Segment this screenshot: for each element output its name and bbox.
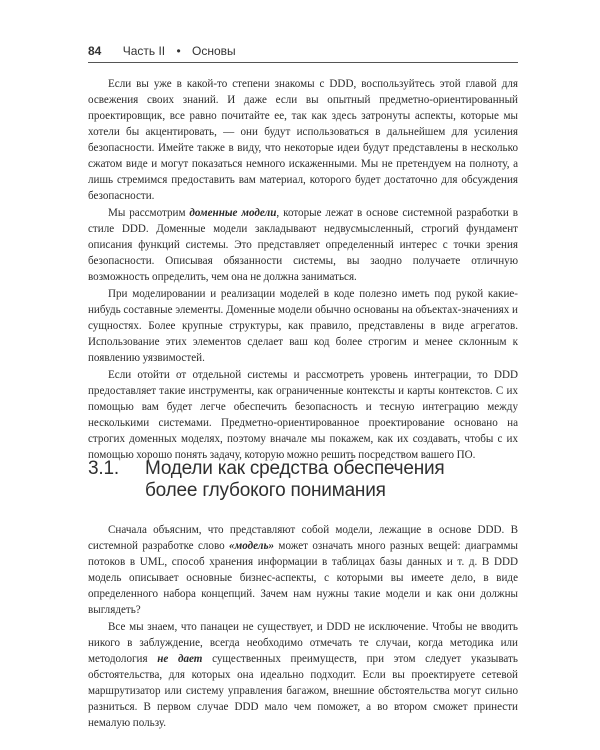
paragraph-5-after: может означать много разных вещей: диаграммы потоков в UML, способ хранения информации в таблицах базы данных и т. д. В DDD модель описывает основные бизнес-аспекты, с которыми вы имеете дело, в виде определенного набора концепций. Зачем нам нужны такие модели и как они должны выглядеть?	[88, 540, 518, 616]
paragraph-5-before: Сначала объясним, что представляют собой модели, лежащие в основе DDD. В системной разработке слово	[88, 524, 518, 552]
paragraph-5	[88, 522, 518, 618]
section-heading	[88, 458, 518, 502]
header-bullet: •	[176, 44, 181, 58]
section-title-line-2: более глубокого понимания	[145, 480, 386, 501]
paragraph-3	[88, 286, 518, 366]
paragraph-6-after: существенных преимуществ, при этом следует указывать обстоятельства, для которых она идеально подходит. Если вы проектируете сетевой маршрутизатор или систему управления багажом, внешние обстоятельства могут сильно разниться. В первом случае DDD мало чем поможет, а во втором сможет принести немалую пользу.	[88, 653, 518, 729]
paragraph-4-text: Если отойти от отдельной системы и рассмотреть уровень интеграции, то DDD предоставляет такие инструменты, как ограниченные контексты и карты контекстов. С их помощью вам будет легче обеспечить безопасность и тесную интеграцию между несколькими системами. Предметно-ориентированное проектирование основано на строгих доменных моделях, поэтому вначале мы покажем, как их создавать, чтобы с их помощью хорошо понять задачу, которую можно решить посредством вашего ПО.	[88, 369, 518, 461]
section-title	[145, 458, 518, 502]
body-text-top	[88, 76, 518, 463]
paragraph-1-text: Если вы уже в какой-то степени знакомы с DDD, воспользуйтесь этой главой для освежения своих знаний. И даже если вы опытный предметно-ориентированный проектировщик, все равно почитайте ее, так как здесь затронуты аспекты, которые мы хотели бы акцентировать, — они будут использоваться в дальнейшем для усиления безопасности. Имейте также в виду, что некоторые идеи будут представлены в несколько сжатом виде и могут показаться немного искаженными. Мы не претендуем на полноту, а лишь стремимся предоставить вам материал, которого будет достаточно для обсуждения безопасности.	[88, 78, 518, 202]
part-label: Часть II	[122, 44, 166, 58]
paragraph-3-text: При моделировании и реализации моделей в коде полезно иметь под рукой какие-нибудь составные элементы. Доменные модели обычно основаны на объектах-значениях и сущностях. Более крупные структуры, как правило, представлены в виде агрегатов. Использование этих элементов сделает ваш код более строгим и менее склонным к появлению уязвимостей.	[88, 288, 518, 364]
paragraph-2-emphasis: доменные модели	[189, 207, 277, 219]
paragraph-6	[88, 619, 518, 731]
section-number: 3.1.	[88, 458, 119, 479]
paragraph-6-before: Все мы знаем, что панацеи не существует, и DDD не исключение. Чтобы не вводить никого в заблуждение, всегда необходимо отмечать те случаи, когда методика или методология	[88, 621, 518, 665]
paragraph-6-emphasis: не дает	[157, 653, 203, 665]
paragraph-2-before: Мы рассмотрим	[108, 207, 190, 219]
paragraph-2	[88, 205, 518, 285]
body-text-bottom	[88, 522, 518, 731]
header-rule	[88, 62, 518, 63]
chapter-title: Основы	[192, 44, 236, 58]
paragraph-5-emphasis: «модель»	[229, 540, 275, 552]
paragraph-2-after: , которые лежат в основе системной разработки в стиле DDD. Доменные модели закладывают недвусмысленный, строгий фундамент описания функций системы. Это представляет определенный интерес с точки зрения безопасности. Описывая обязанности системы, вы заодно получаете отличную возможность определить, чем она не должна заниматься.	[88, 207, 518, 283]
page-number: 84	[88, 44, 102, 58]
section-title-line-1: Модели как средства обеспечения	[145, 458, 445, 479]
paragraph-4	[88, 367, 518, 463]
running-head	[88, 44, 518, 58]
paragraph-1	[88, 76, 518, 204]
